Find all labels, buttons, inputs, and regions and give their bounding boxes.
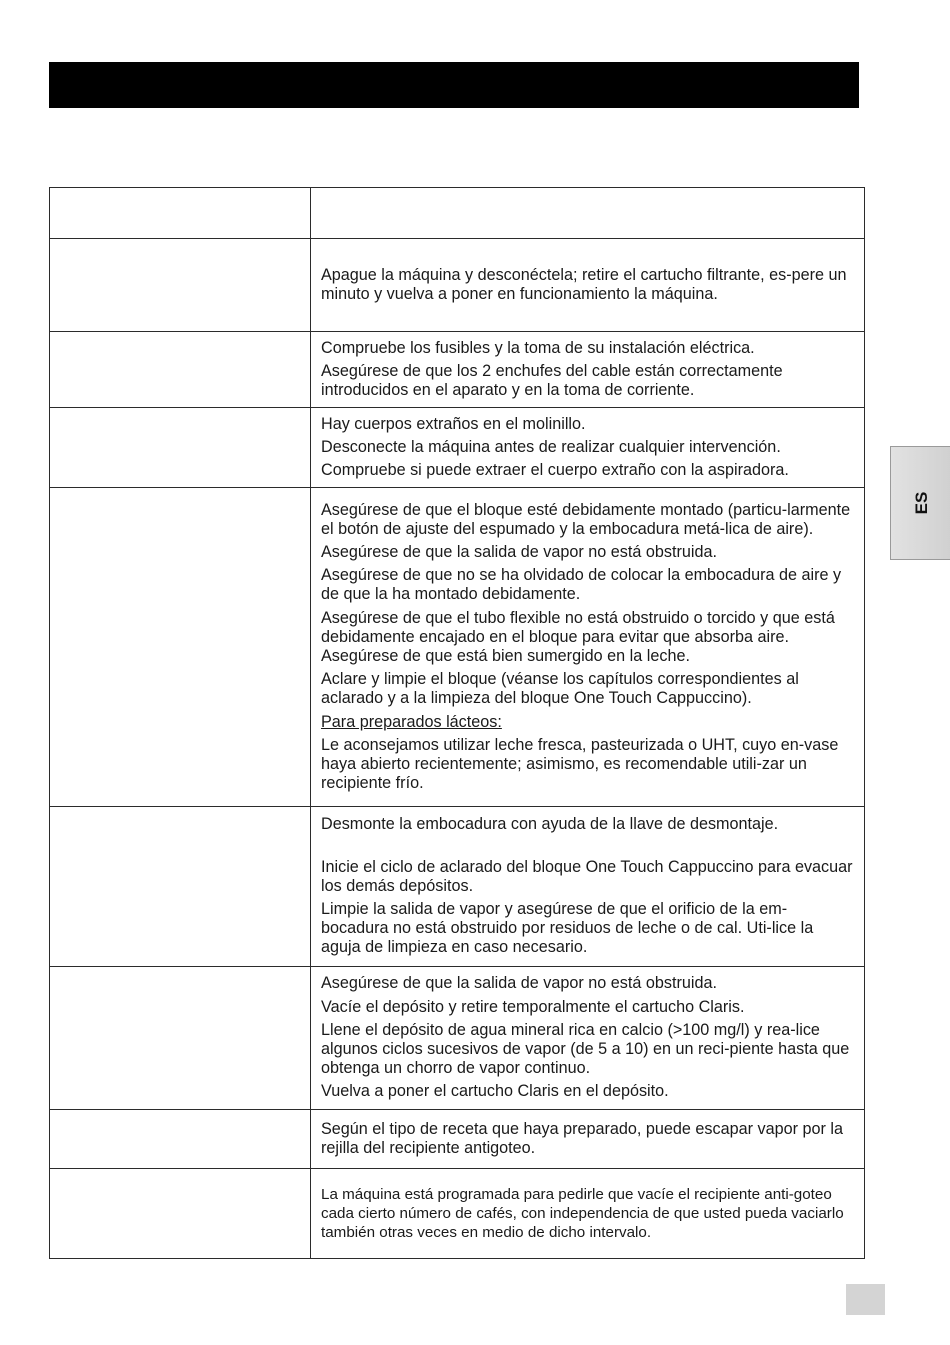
header-solution-cell — [311, 188, 865, 239]
solution-text: Limpie la salida de vapor y asegúrese de que el orificio de la em-bocadura no está obstruido por residuos de leche o de cal. Uti-lice la aguja de limpieza en caso necesario. — [321, 900, 814, 957]
solution-cell — [311, 1110, 865, 1169]
table-row — [50, 239, 865, 332]
solution-text: Asegúrese de que el bloque esté debidamente montado (particu-larmente el botón de ajuste del espumado y la embocadura metá-lica de aire). — [321, 500, 851, 538]
solution-text: Compruebe los fusibles y la toma de su instalación eléctrica. — [321, 338, 755, 357]
problem-cell — [50, 488, 311, 807]
table-header-row — [50, 188, 865, 239]
solution-text: Aclare y limpie el bloque (véanse los capítulos correspondientes al aclarado y a la limpieza del bloque One Touch Cappuccino). — [321, 670, 799, 708]
table-row — [50, 408, 865, 488]
solution-text: Vuelva a poner el cartucho Claris en el depósito. — [321, 1082, 669, 1101]
solution-text: Asegúrese de que la salida de vapor no está obstruida. — [321, 542, 717, 561]
problem-cell — [50, 967, 311, 1110]
solution-cell — [311, 1169, 865, 1259]
problem-cell — [50, 1169, 311, 1259]
solution-text: Compruebe si puede extraer el cuerpo extraño con la aspiradora. — [321, 461, 789, 480]
solution-text: Llene el depósito de agua mineral rica en calcio (>100 mg/l) y rea-lice algunos ciclos sucesivos de vapor (de 5 a 10) en un reci-piente hasta que obtenga un chorro de vapor continuo. — [321, 1020, 850, 1078]
solution-text: Hay cuerpos extraños en el molinillo. — [321, 414, 586, 433]
header-problem-cell — [50, 188, 311, 239]
solution-text: Apague la máquina y desconéctela; retire el cartucho filtrante, es-pere un minuto y vuelva a poner en funcionamiento la máquina. — [321, 265, 847, 303]
solution-text: Asegúrese de que los 2 enchufes del cable están correctamente introducidos en el aparato y en la toma de corriente. — [321, 361, 783, 400]
table-row — [50, 488, 865, 807]
solution-text: Le aconsejamos utilizar leche fresca, pasteurizada o UHT, cuyo en-vase haya abierto recientemente; asimismo, es recomendable utili-zar un recipiente frío. — [321, 735, 839, 793]
page-number-box — [846, 1284, 885, 1315]
solution-text: Asegúrese de que la salida de vapor no está obstruida. — [321, 974, 717, 993]
table-row — [50, 1169, 865, 1259]
solution-text: Asegúrese de que el tubo flexible no está obstruido o torcido y que está debidamente encajado en el bloque para evitar que absorba aire. Asegúrese de que está bien sumergido en la leche. — [321, 608, 835, 665]
problem-cell — [50, 1110, 311, 1169]
solution-cell — [311, 488, 865, 807]
solution-text: Asegúrese de que no se ha olvidado de colocar la embocadura de aire y de que la ha montado debidamente. — [321, 566, 842, 604]
solution-text: La máquina está programada para pedirle que vacíe el recipiente anti-goteo cada cierto número de cafés, con independencia de que usted pueda vaciarlo también otras veces en medio de dicho intervalo. — [321, 1185, 844, 1242]
solution-cell — [311, 408, 865, 488]
solution-text: Desconecte la máquina antes de realizar cualquier intervención. — [321, 437, 781, 456]
table-row — [50, 332, 865, 408]
solution-cell — [311, 239, 865, 332]
solution-text: Vacíe el depósito y retire temporalmente el cartucho Claris. — [321, 997, 745, 1016]
table-row — [50, 807, 865, 967]
solution-text: Según el tipo de receta que haya preparado, puede escapar vapor por la rejilla del recipiente antigoteo. — [321, 1119, 843, 1157]
problem-cell — [50, 239, 311, 332]
language-tab — [890, 446, 950, 560]
problem-cell — [50, 807, 311, 967]
solution-cell — [311, 967, 865, 1110]
section-title-bar — [49, 62, 859, 108]
problem-cell — [50, 332, 311, 408]
language-tab-label: ES — [911, 491, 931, 515]
solution-text: Desmonte la embocadura con ayuda de la llave de desmontaje. — [321, 815, 779, 834]
table-row — [50, 967, 865, 1110]
milk-preparations-heading: Para preparados lácteos: — [321, 712, 502, 731]
problem-cell — [50, 408, 311, 488]
table-row — [50, 1110, 865, 1169]
solution-text: Inicie el ciclo de aclarado del bloque One Touch Cappuccino para evacuar los demás depósitos. — [321, 857, 853, 895]
solution-cell — [311, 807, 865, 967]
solution-cell — [311, 332, 865, 408]
troubleshooting-table — [49, 187, 865, 1259]
